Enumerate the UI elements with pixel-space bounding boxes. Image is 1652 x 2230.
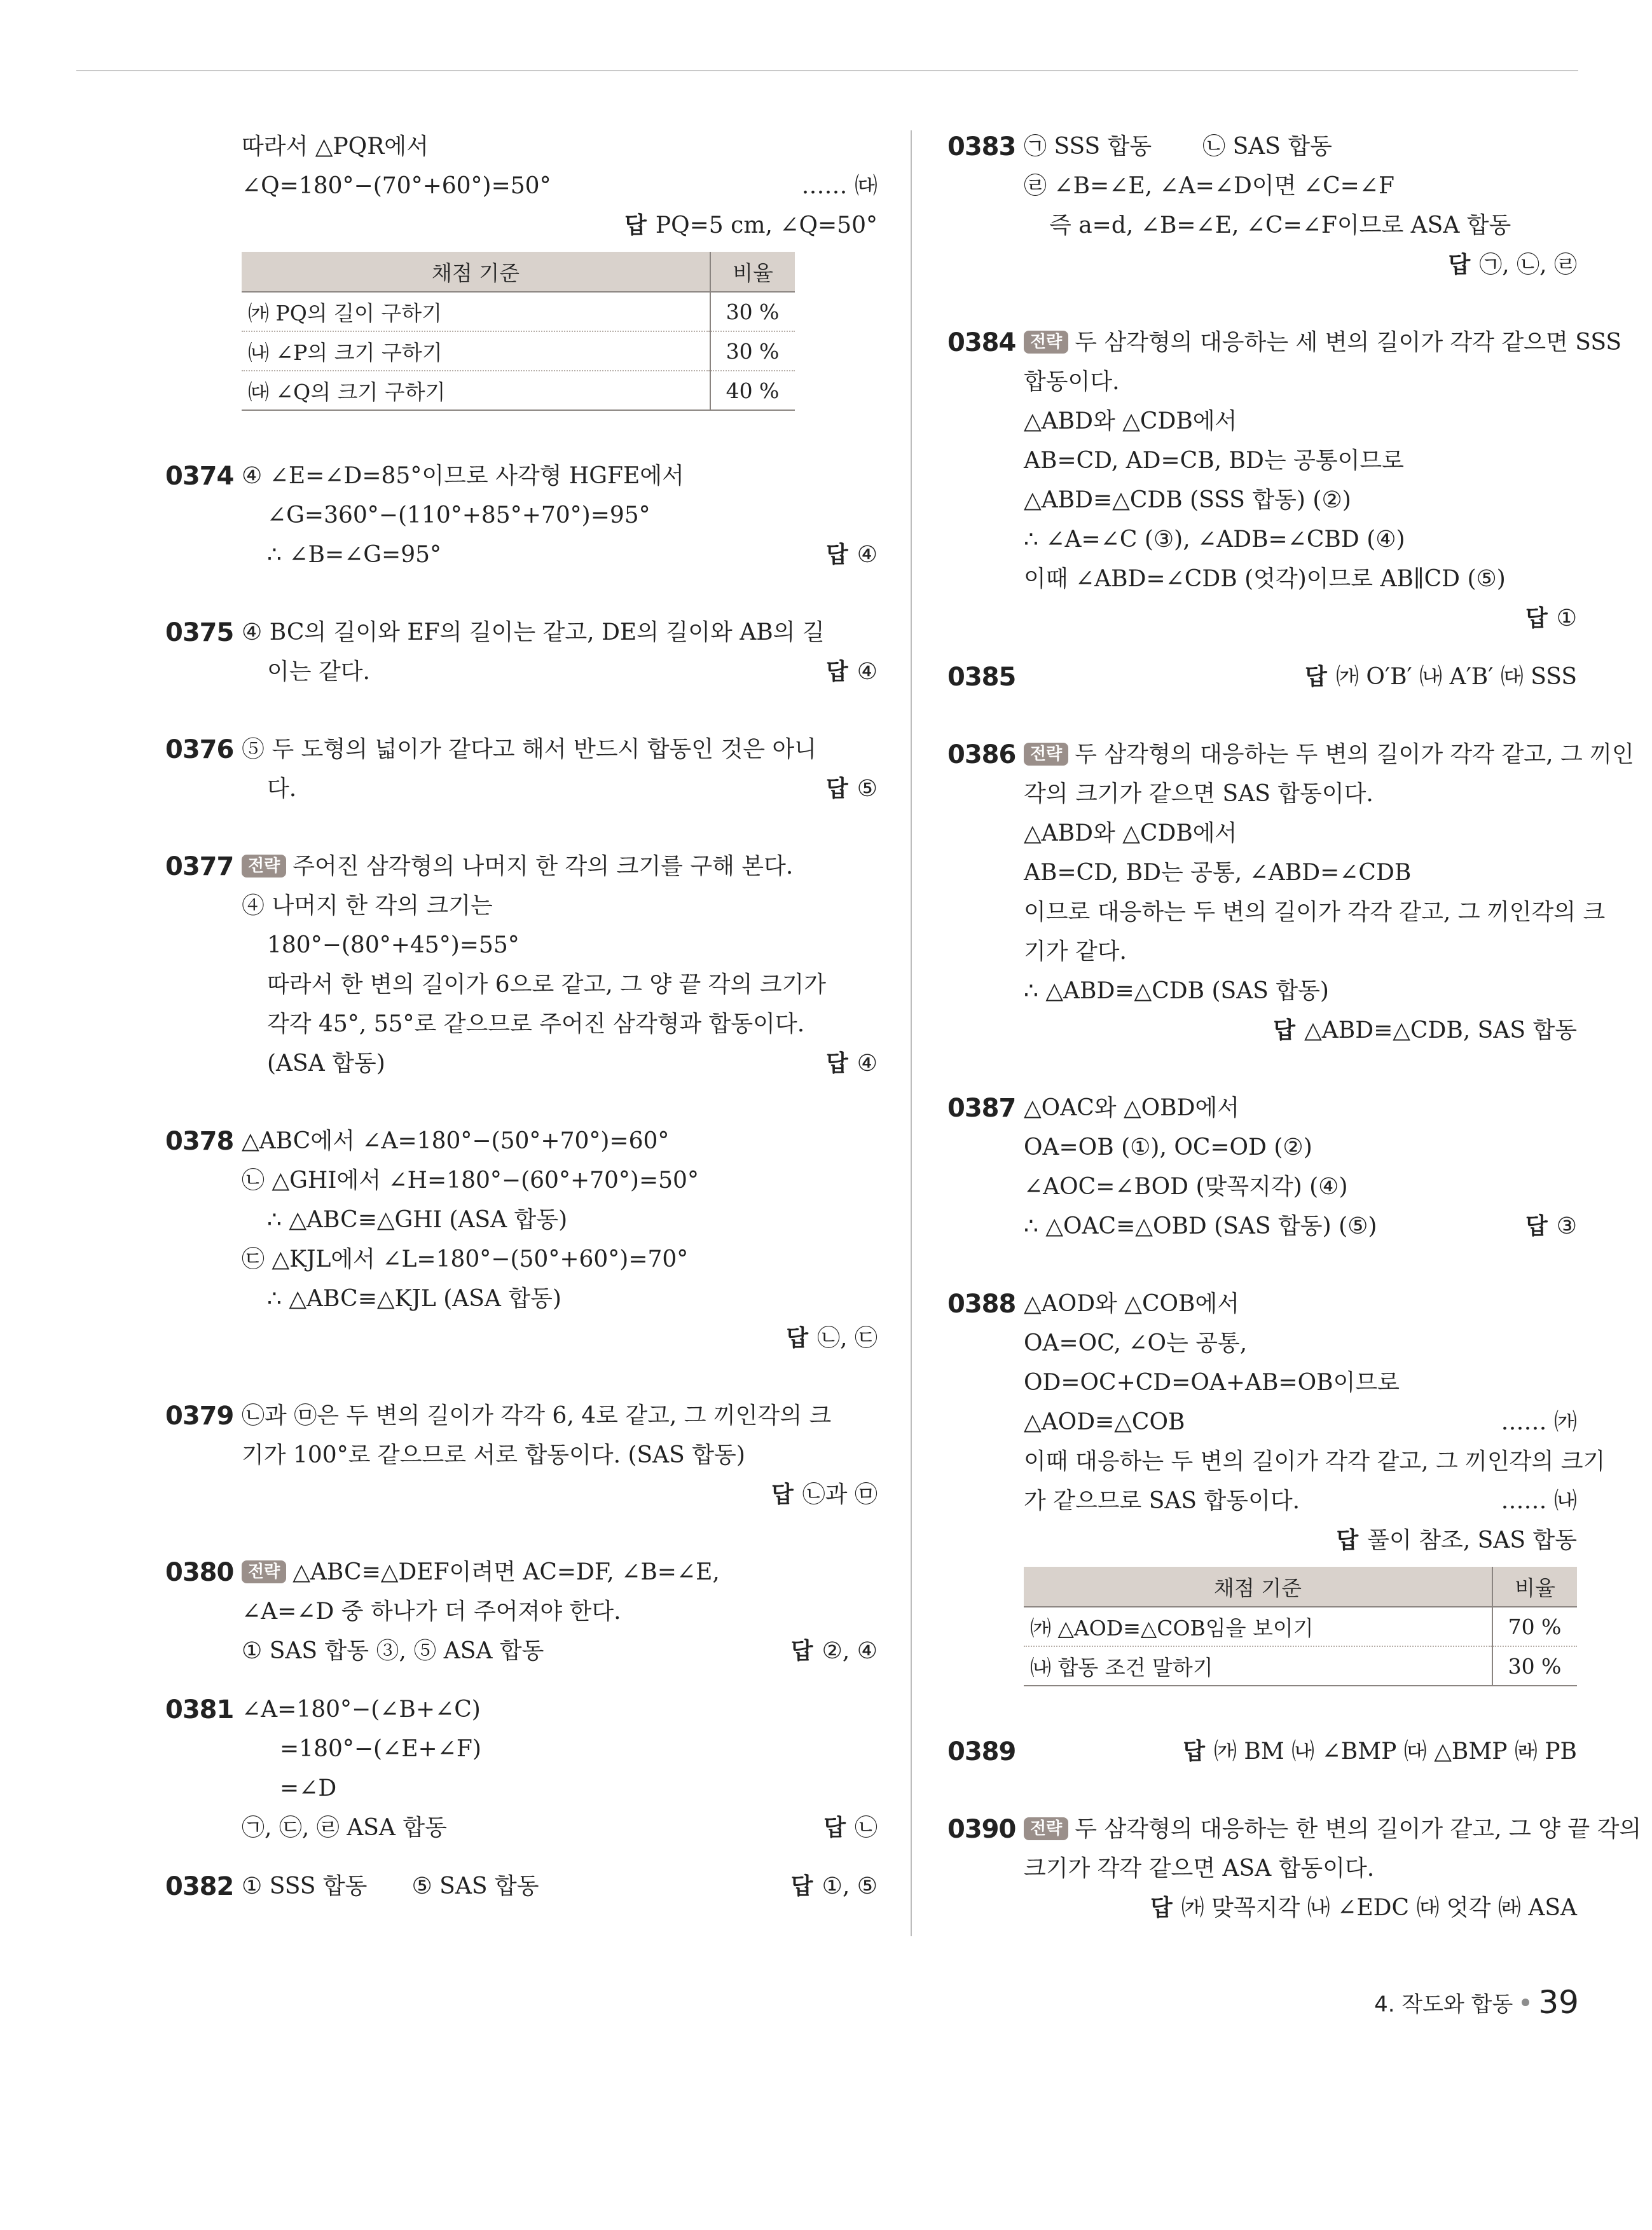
answer-value: PQ=5 cm, ∠Q=50°	[655, 212, 878, 238]
problem-0386	[947, 735, 1634, 1050]
text-line	[242, 167, 878, 206]
answer-label: 답	[771, 1482, 794, 1508]
text-line: ∠A=∠D 중 하나가 더 주어져야 한다.	[242, 1599, 621, 1625]
text-line: 기가 100°로 같으므로 서로 합동이다. (SAS 합동)	[242, 1442, 745, 1468]
problem-0384	[947, 323, 1622, 638]
text-line: (ASA 합동) 답 ④	[267, 1050, 878, 1077]
answer-value: ⑤	[857, 776, 878, 802]
text-line: ∴ △OAC≡△OBD (SAS 합동) (⑤) 답 ③	[1024, 1213, 1577, 1239]
problem-number: 0376	[165, 735, 234, 764]
text-line: 기가 같다.	[1024, 939, 1127, 965]
text-line: △ABC≡△DEF이려면 AC=DF, ∠B=∠E,	[293, 1559, 720, 1585]
answer-value: ㉡	[854, 1815, 878, 1841]
answer-value: ㉡, ㉢	[817, 1325, 878, 1351]
problem-0378	[165, 1122, 878, 1358]
answer-value: ④	[857, 659, 878, 685]
text-line: 이때 ∠ABD=∠CDB (엇각)이므로 AB∥CD (⑤)	[1024, 566, 1506, 592]
table-header: 비율	[1492, 1567, 1577, 1607]
answer-line	[947, 1521, 1577, 1560]
answer-value: △ABD≡△CDB, SAS 합동	[1304, 1017, 1577, 1043]
text-line: △ABC에서 ∠A=180°−(50°+70°)=60°	[242, 1128, 670, 1154]
problem-number: 0390	[947, 1815, 1016, 1844]
problem-0390	[947, 1810, 1642, 1928]
problem-0379	[165, 1396, 878, 1515]
text-line: ④ 나머지 한 각의 크기는	[242, 893, 493, 919]
step-marker: …… ㈎	[1501, 1409, 1577, 1435]
problem-number: 0382	[165, 1872, 234, 1901]
text-line: 두 삼각형의 대응하는 한 변의 길이가 같고, 그 양 끝 각의	[1075, 1816, 1642, 1842]
step-marker: …… ㈏	[1501, 1488, 1577, 1514]
text-line: 각의 크기가 같으면 SAS 합동이다.	[1024, 781, 1373, 807]
answer-label: 답	[790, 1638, 813, 1664]
answer-label: 답	[823, 1815, 846, 1841]
answer-value: ㈎ BM ㈏ ∠BMP ㈐ △BMP ㈑ PB	[1213, 1738, 1577, 1765]
answer-value: ①	[1556, 605, 1577, 631]
text-line: ㉢ △KJL에서 ∠L=180°−(50°+60°)=70°	[242, 1246, 689, 1272]
text-line: ∴ ∠B=∠G=95° 답 ④	[267, 542, 878, 568]
answer-value: ①, ⑤	[822, 1873, 878, 1899]
problem-0376	[165, 730, 878, 809]
text-line: △ABD와 △CDB에서	[1024, 408, 1237, 434]
problem-0381	[165, 1690, 878, 1848]
answer-line	[242, 1319, 878, 1358]
text-line: 가 같으므로 SAS 합동이다. …… ㈏	[947, 1482, 1577, 1521]
table-cell: ㈎ PQ의 길이 구하기	[242, 292, 710, 331]
text-line: ① SSS 합동	[242, 1873, 368, 1899]
problem-number: 0377	[165, 852, 234, 881]
table-row	[242, 331, 795, 371]
text-line: OD=OC+CD=OA+AB=OB이므로	[1024, 1370, 1400, 1396]
problem-number: 0384	[947, 328, 1016, 357]
answer-label: 답	[825, 542, 848, 568]
text-line: ∴ ∠A=∠C (③), ∠ADB=∠CBD (④)	[1024, 527, 1405, 553]
text-line: △AOD와 △COB에서	[1024, 1291, 1240, 1317]
text-line: ④ ∠E=∠D=85°이므로 사각형 HGFE에서	[242, 463, 684, 489]
text-line: △OAC와 △OBD에서	[1024, 1095, 1240, 1121]
problem-number: 0381	[165, 1695, 234, 1724]
answer-label: 답	[624, 212, 647, 238]
right-column	[947, 127, 1642, 1928]
text-line: 이때 대응하는 두 변의 길이가 각각 같고, 그 끼인각의 크기	[1024, 1449, 1606, 1475]
strategy-badge: 전략	[1024, 1817, 1068, 1840]
table-row	[1024, 1646, 1577, 1686]
answer-label: 답	[1525, 605, 1548, 631]
table-cell: ㈏ 합동 조건 말하기	[1024, 1646, 1492, 1686]
table-row	[1024, 1607, 1577, 1646]
problem-0382	[165, 1867, 878, 1906]
column-divider	[911, 130, 912, 1936]
text-line: OA=OB (①), OC=OD (②)	[1024, 1134, 1312, 1160]
answer-line	[242, 1475, 878, 1515]
problem-0385	[947, 657, 1577, 697]
problem-number: 0387	[947, 1094, 1016, 1123]
answer-label: 답	[1150, 1895, 1173, 1921]
text-line: ㉡ △GHI에서 ∠H=180°−(60°+70°)=50°	[242, 1167, 699, 1194]
text-line: =180°−(∠E+∠F)	[280, 1736, 481, 1762]
strategy-badge: 전략	[242, 855, 286, 878]
answer-label: 답	[1448, 252, 1471, 278]
problem-number: 0383	[947, 132, 1016, 162]
table-header: 채점 기준	[1024, 1567, 1492, 1607]
problem-0387	[947, 1089, 1577, 1246]
answer-value: ㉠, ㉡, ㉣	[1479, 252, 1577, 278]
answer-label: 답	[1273, 1017, 1296, 1043]
problem-0374	[165, 457, 878, 575]
answer-label: 답	[825, 659, 848, 685]
text-line: ㉠ SSS 합동	[1024, 134, 1152, 160]
problem-number: 0388	[947, 1290, 1016, 1319]
problem-number: 0386	[947, 740, 1016, 769]
text-line: AB=CD, BD는 공통, ∠ABD=∠CDB	[1024, 860, 1412, 886]
answer-value: ②, ④	[822, 1638, 878, 1664]
left-column	[165, 127, 878, 1906]
answer-value: ③	[1556, 1213, 1577, 1239]
text-line: AB=CD, AD=CB, BD는 공통이므로	[1024, 448, 1404, 474]
strategy-badge: 전략	[1024, 331, 1068, 354]
strategy-badge: 전략	[1024, 743, 1068, 766]
text-line: 주어진 삼각형의 나머지 한 각의 크기를 구해 본다.	[293, 853, 794, 879]
problem-0377	[165, 847, 878, 1084]
table-cell: 40 %	[710, 371, 795, 410]
problem-0388	[947, 1284, 1606, 1686]
answer-value: 풀이 참조, SAS 합동	[1367, 1527, 1577, 1553]
problem-number: 0374	[165, 462, 234, 491]
answer-label: 답	[825, 1050, 848, 1077]
text-line: OA=OC, ∠O는 공통,	[1024, 1330, 1248, 1356]
table-header: 채점 기준	[242, 252, 710, 292]
table-cell: 70 %	[1492, 1607, 1577, 1646]
text-line: ㉠, ㉢, ㉣ ASA 합동 답 ㉡	[242, 1815, 878, 1841]
text-line: ㉡ SAS 합동	[1202, 134, 1332, 160]
text-line: 크기가 각각 같으면 ASA 합동이다.	[1024, 1855, 1375, 1882]
text-line: 이는 같다. 답 ④	[267, 659, 878, 685]
text-line: ∴ △ABD≡△CDB (SAS 합동)	[1024, 978, 1329, 1004]
table-cell: ㈏ ∠P의 크기 구하기	[242, 331, 710, 371]
text-line: △AOD≡△COB …… ㈎	[947, 1403, 1577, 1442]
answer-line	[947, 1011, 1577, 1050]
bullet-icon	[1522, 1999, 1529, 2006]
table-cell: 30 %	[710, 292, 795, 331]
text-line: ⑤ SAS 합동	[411, 1873, 539, 1899]
text-line: 즉 a=d, ∠B=∠E, ∠C=∠F이므로 ASA 합동	[1049, 212, 1511, 238]
answer-line	[947, 245, 1577, 285]
text-line: 180°−(80°+45°)=55°	[267, 932, 520, 958]
problem-number: 0385	[947, 663, 1016, 692]
table-cell: ㈐ ∠Q의 크기 구하기	[242, 371, 710, 410]
answer-label: 답	[790, 1873, 813, 1899]
text-line: 다. 답 ⑤	[267, 776, 878, 802]
problem-number: 0380	[165, 1558, 234, 1587]
equation: ∠Q=180°−(70°+60°)=50°	[242, 173, 551, 199]
text-line: ㉡과 ㉤은 두 변의 길이가 각각 6, 4로 같고, 그 끼인각의 크	[242, 1403, 832, 1429]
answer-value: ㉡과 ㉤	[802, 1482, 878, 1508]
answer-line	[947, 599, 1577, 638]
text-line: 각각 45°, 55°로 같으므로 주어진 삼각형과 합동이다.	[267, 1011, 805, 1037]
strategy-badge: 전략	[242, 1560, 286, 1583]
text-line: 따라서 △PQR에서	[242, 134, 429, 160]
text-line: 이므로 대응하는 두 변의 길이가 각각 같고, 그 끼인각의 크	[1024, 899, 1606, 925]
problem-0389	[947, 1732, 1577, 1772]
problem-0375	[165, 613, 878, 692]
text-line: 따라서 한 변의 길이가 6으로 같고, 그 양 끝 각의 크기가	[267, 972, 827, 998]
scoring-table	[242, 252, 795, 411]
table-cell: ㈎ △AOD≡△COB임을 보이기	[1024, 1607, 1492, 1646]
chapter-title: 4. 작도와 합동	[1374, 1992, 1513, 2018]
text-line: ∠G=360°−(110°+85°+70°)=95°	[267, 502, 650, 528]
answer-value: ④	[857, 542, 878, 568]
problem-0380	[165, 1553, 878, 1671]
text-line: ∠A=180°−(∠B+∠C)	[242, 1697, 481, 1723]
text-line: =∠D	[280, 1775, 337, 1801]
text-line: ∴ △ABC≡△KJL (ASA 합동)	[267, 1286, 561, 1312]
answer-value: ㈎ 맞꼭지각 ㈏ ∠EDC ㈐ 엇각 ㈑ ASA	[1181, 1895, 1577, 1921]
answer-label: 답	[1525, 1213, 1548, 1239]
text-line: 합동이다.	[1024, 369, 1120, 395]
table-row	[242, 371, 795, 410]
text-line: ∴ △ABC≡△GHI (ASA 합동)	[267, 1207, 568, 1233]
table-header: 비율	[710, 252, 795, 292]
answer-label: 답	[825, 776, 848, 802]
text-line: ㉣ ∠B=∠E, ∠A=∠D이면 ∠C=∠F	[1024, 173, 1394, 199]
answer-label: 답	[1305, 664, 1327, 690]
text-line: ∠AOC=∠BOD (맞꼭지각) (④)	[1024, 1174, 1348, 1200]
problem-number: 0379	[165, 1401, 234, 1431]
text-line: 두 삼각형의 대응하는 세 변의 길이가 각각 같으면 SSS	[1075, 329, 1622, 355]
page-number: 39	[1538, 1984, 1579, 2021]
text-line: ④ BC의 길이와 EF의 길이는 같고, DE의 길이와 AB의 길	[242, 619, 825, 645]
answer-line	[242, 206, 878, 245]
answer-label: 답	[1183, 1738, 1205, 1765]
text-line: ① SAS 합동 ③, ⑤ ASA 합동 답 ②, ④	[242, 1638, 878, 1664]
answer-value: ④	[857, 1050, 878, 1077]
answer-label: 답	[786, 1325, 809, 1351]
answer-value: ㈎ O′B′ ㈏ A′B′ ㈐ SSS	[1335, 664, 1577, 690]
table-cell: 30 %	[710, 331, 795, 371]
problem-number: 0378	[165, 1127, 234, 1156]
text-line: 두 삼각형의 대응하는 두 변의 길이가 각각 같고, 그 끼인	[1075, 741, 1634, 767]
problem-0383	[947, 127, 1577, 285]
problem-number: 0389	[947, 1737, 1016, 1766]
table-cell: 30 %	[1492, 1646, 1577, 1686]
text-line: ⑤ 두 도형의 넓이가 같다고 해서 반드시 합동인 것은 아니	[242, 736, 817, 762]
answer-label: 답	[1336, 1527, 1359, 1553]
problem-number: 0375	[165, 618, 234, 647]
text-line: △ABD와 △CDB에서	[1024, 820, 1237, 846]
scoring-table	[1024, 1567, 1577, 1686]
step-marker: …… ㈐	[801, 173, 878, 199]
text-line: △ABD≡△CDB (SSS 합동) (②)	[1024, 487, 1351, 513]
header-rule	[76, 70, 1578, 71]
table-row	[242, 292, 795, 331]
answer-line	[947, 1889, 1577, 1928]
page-footer	[1374, 1984, 1579, 2021]
